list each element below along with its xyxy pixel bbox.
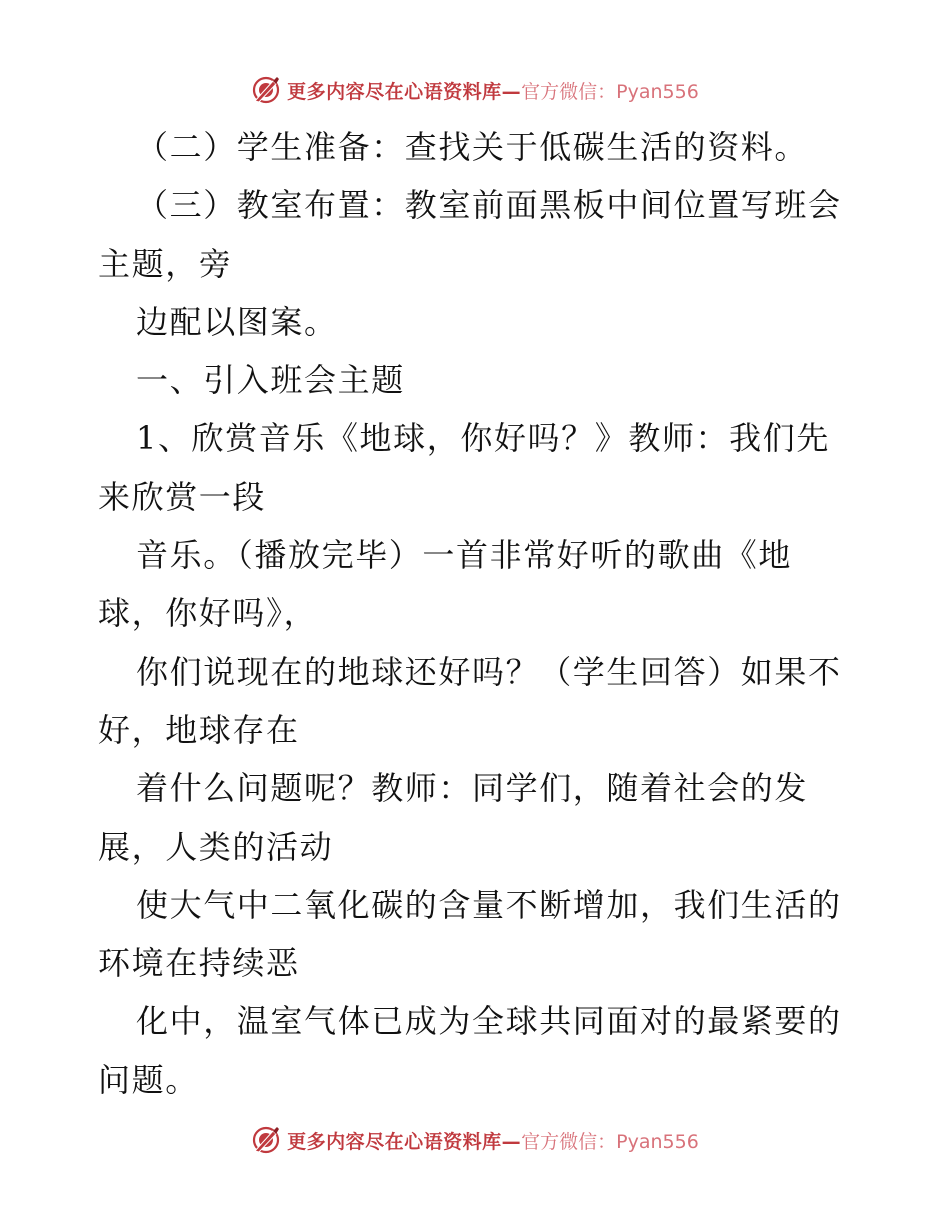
quill-seal-icon bbox=[251, 1125, 281, 1155]
document-body bbox=[98, 118, 858, 1109]
text-line: 主题，旁 bbox=[98, 244, 233, 283]
section-heading: 一、引入班会主题 bbox=[136, 361, 405, 400]
footer-banner bbox=[0, 1120, 950, 1160]
text-line: 使大气中二氧化碳的含量不断增加，我们生活的 bbox=[136, 885, 842, 924]
text-line: 着什么问题呢？教师：同学们，随着社会的发 bbox=[136, 769, 809, 808]
text-line: 展，人类的活动 bbox=[98, 827, 334, 866]
banner-contact: 官方微信：Pyan556 bbox=[521, 80, 699, 103]
banner-text: 更多内容尽在心语资料库— bbox=[287, 1130, 522, 1153]
text-line: 问题。 bbox=[98, 1060, 199, 1099]
text-line: 好，地球存在 bbox=[98, 710, 300, 749]
text-line: 音乐。（播放完毕）一首非常好听的歌曲《地 bbox=[136, 536, 793, 575]
banner-contact: 官方微信：Pyan556 bbox=[521, 1130, 699, 1153]
text-line: 来欣赏一段 bbox=[98, 477, 267, 516]
text-line: 1、欣赏音乐《地球，你好吗？》教师：我们先 bbox=[136, 419, 830, 458]
text-line: 你们说现在的地球还好吗？（学生回答）如果不 bbox=[136, 652, 842, 691]
text-line: 边配以图案。 bbox=[136, 302, 338, 341]
quill-seal-icon bbox=[251, 75, 281, 105]
header-banner bbox=[0, 70, 950, 110]
banner-text: 更多内容尽在心语资料库— bbox=[287, 80, 522, 103]
text-line: 环境在持续恶 bbox=[98, 944, 300, 983]
text-line: 球，你好吗》， bbox=[98, 594, 318, 633]
text-line: （二）学生准备：查找关于低碳生活的资料。 bbox=[136, 128, 809, 166]
text-line: 化中，温室气体已成为全球共同面对的最紧要的 bbox=[136, 1002, 842, 1041]
text-line: （三）教室布置：教室前面黑板中间位置写班会 bbox=[136, 186, 842, 225]
